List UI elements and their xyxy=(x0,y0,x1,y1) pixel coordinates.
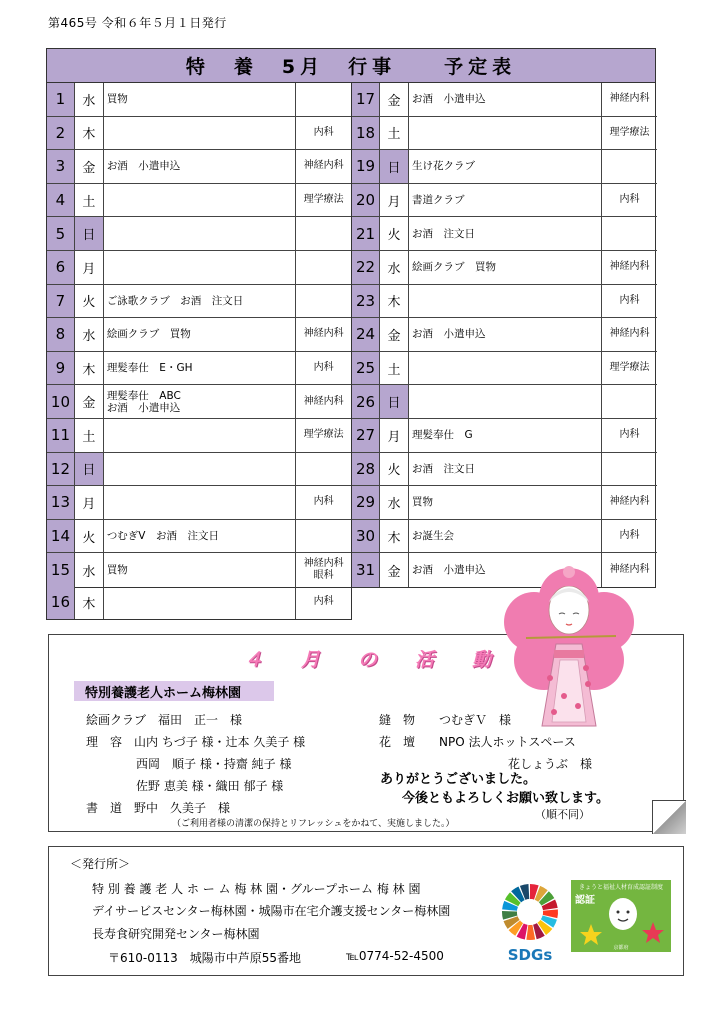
schedule-row xyxy=(352,150,657,184)
day-of-week: 土 xyxy=(75,184,104,217)
event-text: 理髪奉仕 G xyxy=(409,419,602,452)
day-number: 6 xyxy=(47,251,75,284)
day-number: 9 xyxy=(47,352,75,385)
schedule-row xyxy=(47,184,351,218)
schedule-row xyxy=(352,419,657,453)
activity-line: 縫 物 つむぎＶ 様 xyxy=(379,713,512,727)
schedule-row xyxy=(352,83,657,117)
event-text xyxy=(104,184,296,217)
request-message: 今後ともよろしくお願い致します。 xyxy=(402,791,609,806)
department-text xyxy=(602,453,657,486)
schedule-row xyxy=(47,385,351,419)
schedule-row xyxy=(47,520,351,554)
event-text: 絵画クラブ 買物 xyxy=(104,318,296,351)
department-text xyxy=(602,217,657,250)
day-number: 31 xyxy=(352,553,380,587)
day-of-week: 木 xyxy=(75,585,104,619)
schedule-left-column xyxy=(47,83,352,587)
day-number: 3 xyxy=(47,150,75,183)
schedule-row xyxy=(47,150,351,184)
day-of-week: 水 xyxy=(75,553,104,587)
department-text: 神経内科 xyxy=(609,564,650,576)
publisher-line: 特 別 養 護 老 人 ホ ー ム 梅 林 園・グループホーム 梅 林 園 xyxy=(92,882,421,896)
activities-title xyxy=(244,645,491,672)
day-of-week: 水 xyxy=(380,486,409,519)
activity-footnote: （ご利用者様の清潔の保持とリフレッシュをかねて、実施しました。） xyxy=(172,819,455,829)
activity-line: 西岡 順子 様・持齋 純子 様 xyxy=(136,757,292,771)
facility-label: 特別養護老人ホーム梅林園 xyxy=(74,681,274,701)
schedule-row xyxy=(47,553,351,587)
day-number: 27 xyxy=(352,419,380,452)
event-text: 生け花クラブ xyxy=(409,150,602,183)
day-number: 1 xyxy=(47,83,75,116)
day-of-week: 火 xyxy=(380,217,409,250)
day-of-week: 月 xyxy=(380,184,409,217)
event-text xyxy=(104,486,296,519)
event-text: お酒 小遣申込 xyxy=(409,553,602,587)
schedule-row xyxy=(47,117,351,151)
event-text xyxy=(409,385,602,418)
schedule-row xyxy=(352,217,657,251)
activity-line: 花 壇 NPO 法人ホットスペース xyxy=(379,735,576,749)
schedule-row xyxy=(47,285,351,319)
department-text xyxy=(296,285,351,318)
event-text xyxy=(409,285,602,318)
event-text: つむぎV お酒 注文日 xyxy=(104,520,296,553)
title-char: 活 xyxy=(415,649,435,671)
title-char: ４ xyxy=(244,649,264,671)
publisher-address: 〒610-0113 城陽市中芦原55番地 xyxy=(108,951,302,965)
department-text xyxy=(296,251,351,284)
schedule-row xyxy=(47,352,351,386)
schedule-row xyxy=(352,318,657,352)
activity-line: 花しょうぶ 様 xyxy=(508,757,593,771)
day-number: 22 xyxy=(352,251,380,284)
schedule-row xyxy=(352,453,657,487)
sdgs-text: SDGs xyxy=(507,946,553,964)
department-text: 内科 xyxy=(313,596,334,607)
day-number: 20 xyxy=(352,184,380,217)
day-of-week: 金 xyxy=(380,553,409,587)
department-text xyxy=(296,217,351,250)
schedule-title: 特 養 5月 行事 予定表 xyxy=(47,49,655,83)
department-text: 内科 xyxy=(619,429,640,441)
event-text xyxy=(409,352,602,385)
day-of-week: 水 xyxy=(75,318,104,351)
schedule-table xyxy=(46,48,656,588)
event-text: お酒 小遣申込 xyxy=(409,318,602,351)
day-number: 24 xyxy=(352,318,380,351)
department-text: 内科 xyxy=(313,362,334,374)
schedule-row xyxy=(352,385,657,419)
department-text: 神経内科 xyxy=(609,328,650,340)
day-number: 30 xyxy=(352,520,380,553)
activity-line: 書 道 野中 久美子 様 xyxy=(86,801,231,815)
day-number: 4 xyxy=(47,184,75,217)
department-text xyxy=(296,453,351,486)
day-number: 21 xyxy=(352,217,380,250)
day-number: 19 xyxy=(352,150,380,183)
day-of-week: 月 xyxy=(75,251,104,284)
department-text: 神経内科 xyxy=(609,496,650,508)
schedule-row xyxy=(47,217,351,251)
event-text xyxy=(104,251,296,284)
event-text: 買物 xyxy=(104,553,296,587)
department-text xyxy=(602,385,657,418)
department-text: 理学療法 xyxy=(609,126,650,138)
event-text: お誕生会 xyxy=(409,520,602,553)
day-number: 16 xyxy=(47,585,75,619)
day-of-week: 土 xyxy=(75,419,104,452)
day-number: 25 xyxy=(352,352,380,385)
schedule-row xyxy=(352,520,657,554)
cert-org: 京都府 xyxy=(613,945,629,951)
event-text xyxy=(409,117,602,150)
title-char: 月 xyxy=(301,649,321,671)
publisher-label: ＜発行所＞ xyxy=(70,857,131,871)
event-text xyxy=(104,453,296,486)
day-number: 13 xyxy=(47,486,75,519)
event-text: お酒 小遣申込 xyxy=(104,150,296,183)
day-number: 5 xyxy=(47,217,75,250)
day-of-week: 金 xyxy=(75,385,104,418)
schedule-row xyxy=(47,486,351,520)
day-of-week: 日 xyxy=(380,150,409,183)
day-number: 23 xyxy=(352,285,380,318)
day-number: 29 xyxy=(352,486,380,519)
event-text: 理髪奉仕 ABC お酒 小遣申込 xyxy=(104,385,296,418)
day-of-week: 金 xyxy=(380,318,409,351)
day-number: 17 xyxy=(352,83,380,116)
day-of-week: 日 xyxy=(75,453,104,486)
day-number: 12 xyxy=(47,453,75,486)
event-text xyxy=(104,419,296,452)
day-number: 10 xyxy=(47,385,75,418)
department-text: 神経内科 xyxy=(303,395,344,407)
day-of-week: 土 xyxy=(380,352,409,385)
department-text: 神経内科 眼科 xyxy=(303,558,344,582)
day-of-week: 金 xyxy=(380,83,409,116)
department-text xyxy=(602,150,657,183)
issue-line: 第465号 令和６年５月１日発行 xyxy=(48,16,227,30)
day-of-week: 火 xyxy=(75,520,104,553)
day-number: 28 xyxy=(352,453,380,486)
activity-line: 理 容 山内 ちづ子 様・辻本 久美子 様 xyxy=(86,735,306,749)
event-text: お酒 小遣申込 xyxy=(409,83,602,116)
schedule-row xyxy=(47,318,351,352)
day-number: 2 xyxy=(47,117,75,150)
thanks-message: ありがとうございました。 xyxy=(380,772,537,787)
day-number: 7 xyxy=(47,285,75,318)
department-text: 理学療法 xyxy=(303,194,344,206)
schedule-row xyxy=(46,585,352,620)
day-number: 15 xyxy=(47,553,75,587)
department-text: 神経内科 xyxy=(609,93,650,105)
event-text: 理髪奉仕 E・GH xyxy=(104,352,296,385)
department-text: 理学療法 xyxy=(609,362,650,374)
schedule-row xyxy=(352,184,657,218)
department-text: 内科 xyxy=(313,126,334,138)
event-text xyxy=(104,217,296,250)
day-of-week: 火 xyxy=(75,285,104,318)
department-text: 内科 xyxy=(619,194,640,206)
event-text: 書道クラブ xyxy=(409,184,602,217)
title-char: の xyxy=(358,649,378,671)
schedule-row xyxy=(352,117,657,151)
order-note: （順不同） xyxy=(535,808,590,821)
day-number: 8 xyxy=(47,318,75,351)
activity-line: 絵画クラブ 福田 正一 様 xyxy=(86,713,243,727)
schedule-row xyxy=(47,251,351,285)
department-text xyxy=(296,83,351,116)
event-text xyxy=(104,585,296,619)
event-text: 買物 xyxy=(409,486,602,519)
event-text: お酒 注文日 xyxy=(409,453,602,486)
schedule-right-column xyxy=(352,83,657,587)
event-text: 絵画クラブ 買物 xyxy=(409,251,602,284)
schedule-row xyxy=(352,251,657,285)
event-text: お酒 注文日 xyxy=(409,217,602,250)
event-text xyxy=(104,117,296,150)
day-of-week: 木 xyxy=(380,520,409,553)
schedule-row xyxy=(352,352,657,386)
day-of-week: 木 xyxy=(380,285,409,318)
cert-title: 認証 xyxy=(575,895,595,906)
activity-line: 佐野 恵美 様・織田 郁子 様 xyxy=(136,779,284,793)
publisher-line: デイサービスセンター梅林園・城陽市在宅介護支援センター梅林園 xyxy=(92,904,451,918)
day-of-week: 月 xyxy=(380,419,409,452)
schedule-row xyxy=(47,419,351,453)
sdgs-logo xyxy=(498,880,562,964)
day-of-week: 土 xyxy=(380,117,409,150)
event-text: ご詠歌クラブ お酒 注文日 xyxy=(104,285,296,318)
day-of-week: 月 xyxy=(75,486,104,519)
department-text: 神経内科 xyxy=(303,160,344,172)
publisher-tel: ℡0774-52-4500 xyxy=(346,949,444,963)
department-text: 内科 xyxy=(313,496,334,508)
day-of-week: 火 xyxy=(380,453,409,486)
schedule-row xyxy=(47,453,351,487)
day-of-week: 水 xyxy=(75,83,104,116)
day-of-week: 水 xyxy=(380,251,409,284)
department-text: 内科 xyxy=(619,530,640,542)
schedule-row xyxy=(352,285,657,319)
day-number: 11 xyxy=(47,419,75,452)
day-number: 26 xyxy=(352,385,380,418)
kokeshi-doll-illustration xyxy=(504,556,634,732)
event-text: 買物 xyxy=(104,83,296,116)
day-of-week: 日 xyxy=(75,217,104,250)
day-number: 18 xyxy=(352,117,380,150)
title-char: 動 xyxy=(472,649,492,671)
day-number: 14 xyxy=(47,520,75,553)
certification-badge xyxy=(571,880,671,952)
cert-caption: きょうと福祉人材育成認証制度 xyxy=(578,884,664,891)
department-text: 神経内科 xyxy=(609,261,650,273)
department-text xyxy=(296,520,351,553)
department-text: 理学療法 xyxy=(303,429,344,441)
day-of-week: 金 xyxy=(75,150,104,183)
publisher-line: 長寿食研究開発センター梅林園 xyxy=(92,927,260,941)
schedule-row xyxy=(47,83,351,117)
page-curl xyxy=(652,800,686,834)
day-of-week: 日 xyxy=(380,385,409,418)
department-text: 内科 xyxy=(619,294,640,306)
department-text: 神経内科 xyxy=(303,328,344,340)
schedule-row xyxy=(352,486,657,520)
day-of-week: 木 xyxy=(75,117,104,150)
day-of-week: 木 xyxy=(75,352,104,385)
